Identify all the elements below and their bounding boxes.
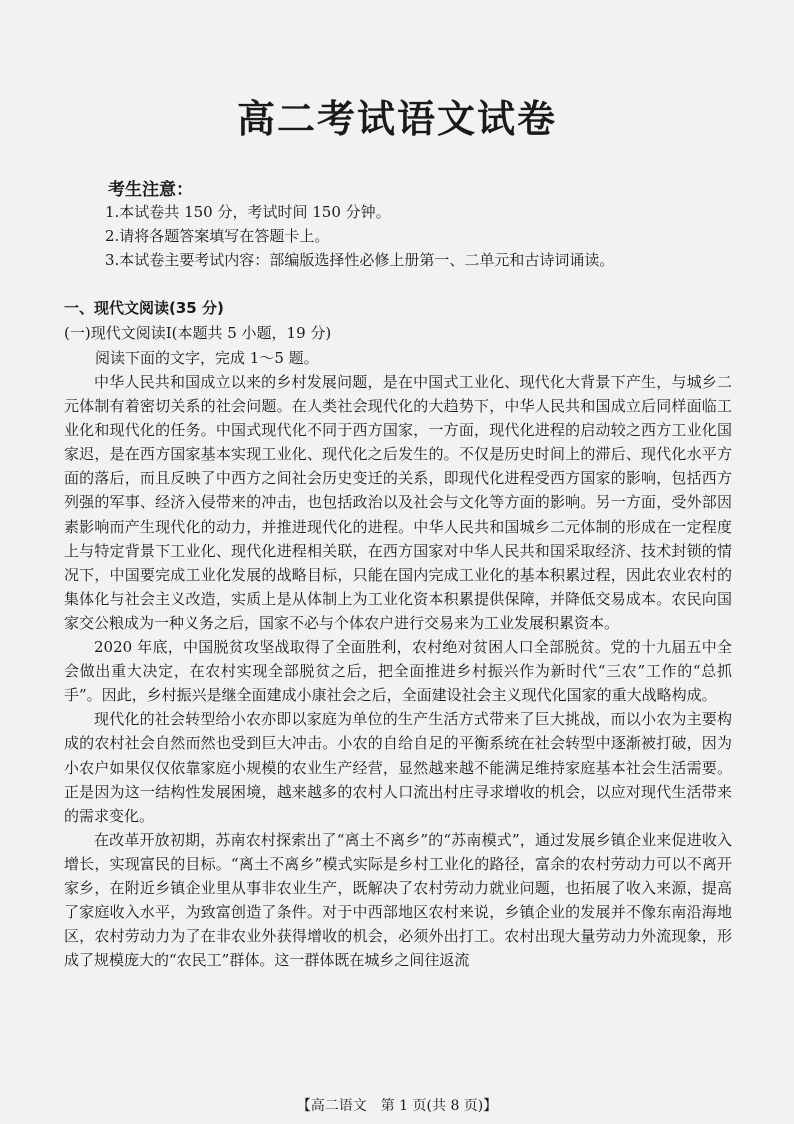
notice-item: 2.请将各题答案填写在答题卡上。 [105,227,330,245]
notice-item: 3.本试卷主要考试内容：部编版选择性必修上册第一、二单元和古诗词诵读。 [105,251,615,269]
passage-paragraph: 2020 年底，中国脱贫攻坚战取得了全面胜利，农村绝对贫困人口全部脱贫。党的十九届五中全会做出重大决定，在农村实现全部脱贫之后，把全面推进乡村振兴作为新时代“三农”工作的“总抓手”。因此，乡村振兴是继全面建成小康社会之后，全面建设社会主义现代化国家的重大战略构成。 [64,638,732,705]
passage-paragraph: 在改革开放初期，苏南农村探索出了“离土不离乡”的“苏南模式”，通过发展乡镇企业来促进收入增长，实现富民的目标。“离土不离乡”模式实际是乡村工业化的路径，富余的农村劳动力可以不离开家乡，在附近乡镇企业里从事非农业生产，既解决了农村劳动力就业问题，也拓展了收入来源，提高了家庭收入水平，为致富创造了条件。对于中西部地区农村来说，乡镇企业的发展并不像东南沿海地区，农村劳动力为了在非农业外获得增收的机会，必须外出打工。农村出现大量劳动力外流现象，形成了规模庞大的“农民工”群体。这一群体既在城乡之间往返流 [64,830,732,970]
reading-passage [64,370,732,972]
passage-paragraph: 现代化的社会转型给小农亦即以家庭为单位的生产生活方式带来了巨大挑战，而以小农为主要构成的农村社会自然而然也受到巨大冲击。小农的自给自足的平衡系统在社会转型中逐渐被打破，因为小农户如果仅仅依靠家庭小规模的农业生产经营，显然越来越不能满足维持家庭基本社会生活需要。正是因为这一结构性发展困境，越来越多的农村人口流出村庄寻求增收的机会，以应对现代生活带来的需求变化。 [64,710,732,825]
notice-heading: 考生注意： [108,180,193,200]
passage-paragraph: 中华人民共和国成立以来的乡村发展问题，是在中国式工业化、现代化大背景下产生，与城乡二元体制有着密切关系的社会问题。在人类社会现代化的大趋势下，中华人民共和国成立后同样面临工业化和现代化的任务。中国式现代化不同于西方国家，一方面，现代化进程的启动较之西方工业化国家迟，是在西方国家基本实现工业化、现代化之后发生的。不仅是历史时间上的滞后、现代化水平方面的落后，而且反映了中西方之间社会历史变迁的关系，即现代化进程受西方国家的影响，包括西方列强的军事、经济入侵带来的冲击，也包括政治以及社会与文化等方面的影响。另一方面，受外部因素影响而产生现代化的动力，并推进现代化的进程。中华人民共和国城乡二元体制的形成在一定程度上与特定背景下工业化、现代化进程相关联，在西方国家对中华人民共和国采取经济、技术封锁的情况下，中国要完成工业化发展的战略目标，只能在国内完成工业化的基本积累过程，因此农业农村的集体化与社会主义改造，实质上是从体制上为工业化资本积累提供保障，并降低交易成本。农民向国家交公粮成为一种义务之后，国家不必与个体农户进行交易来为工业发展积累资本。 [64,373,732,632]
subsection-heading: (一)现代文阅读Ⅰ(本题共 5 小题，19 分) [64,324,332,342]
reading-instruction: 阅读下面的文字，完成 1～5 题。 [95,349,319,367]
section-heading: 一、现代文阅读(35 分) [64,299,224,317]
notice-item: 1.本试卷共 150 分，考试时间 150 分钟。 [105,203,391,221]
page-title: 高二考试语文试卷 [236,97,557,141]
notice-list [105,200,745,272]
page-footer: 【高二语文 第 1 页(共 8 页)】 [296,1098,498,1114]
